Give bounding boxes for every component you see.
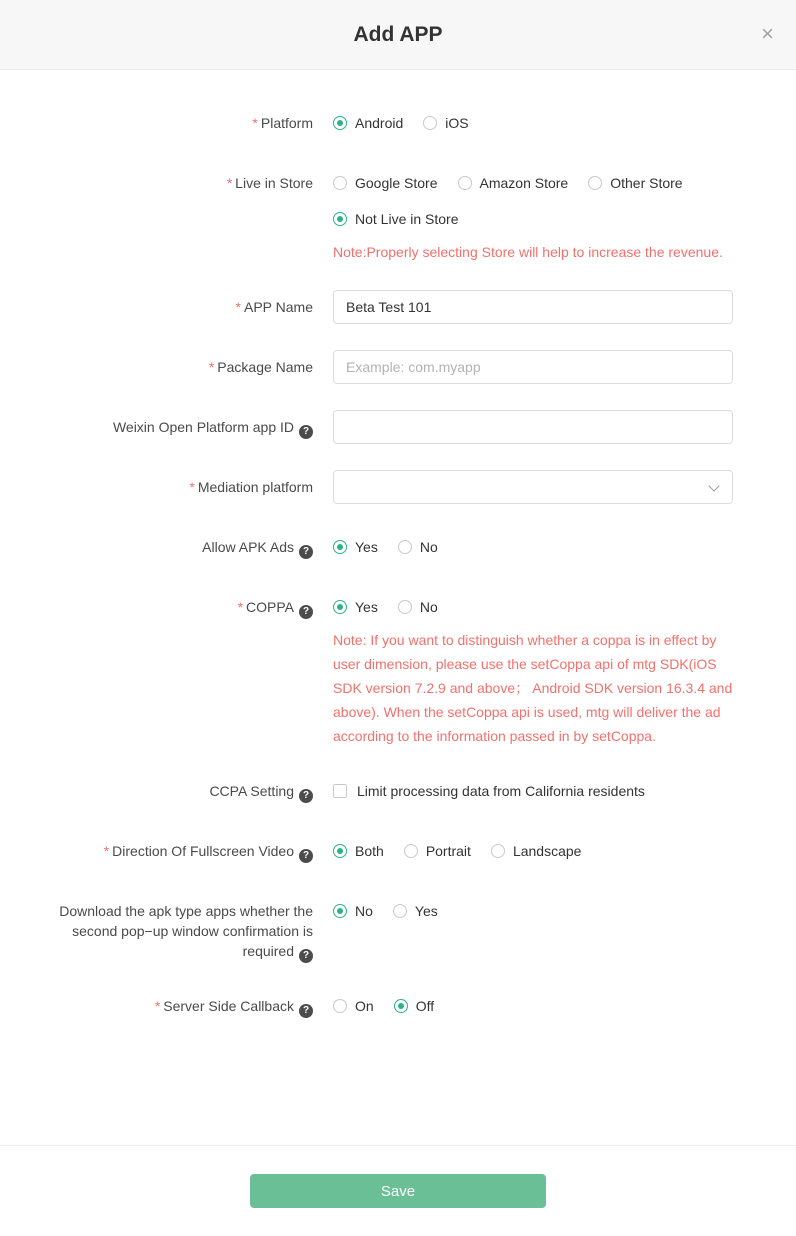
- field-label-package-name: [40, 350, 313, 377]
- help-icon[interactable]: ?: [299, 605, 313, 619]
- direction-radio-group: [333, 834, 735, 868]
- form-row-direction-fullscreen-video: [40, 834, 735, 868]
- field-label-direction-fullscreen-video: [40, 834, 313, 863]
- radio-icon: [333, 844, 347, 858]
- server-side-callback-radio-group: [333, 989, 735, 1023]
- direction-fullscreen-video-control: [333, 834, 735, 868]
- app-name-control: [333, 290, 735, 324]
- radio-option-label: No: [419, 539, 438, 555]
- radio-option-not-live-in-store[interactable]: [333, 209, 459, 229]
- checkbox-icon: [333, 784, 347, 798]
- field-label-mediation-platform: [40, 470, 313, 497]
- required-asterisk: *: [208, 359, 215, 375]
- radio-option-label: Not Live in Store: [355, 211, 459, 227]
- radio-option-label: Yes: [355, 539, 378, 555]
- field-label-text: CCPA Setting: [209, 783, 294, 799]
- radio-option-android[interactable]: [333, 113, 403, 133]
- form-row-coppa: [40, 590, 735, 748]
- radio-option-ios[interactable]: [423, 113, 468, 133]
- radio-option-label: No: [355, 903, 373, 919]
- field-label-text: APP Name: [244, 299, 313, 315]
- field-label-ccpa-setting: [40, 774, 313, 803]
- radio-option-on[interactable]: [333, 996, 374, 1016]
- allow-apk-ads-radio-group: [333, 530, 735, 564]
- modal-title: Add APP: [353, 23, 443, 46]
- radio-option-amazon-store[interactable]: [458, 173, 569, 193]
- store-radio-group: [333, 166, 735, 200]
- form-row-platform: [40, 106, 735, 140]
- radio-option-label: Both: [355, 843, 384, 859]
- radio-option-label: No: [419, 599, 438, 615]
- radio-icon: [333, 904, 347, 918]
- field-label-app-name: [40, 290, 313, 317]
- field-label-text: Server Side Callback: [163, 998, 294, 1014]
- apk-second-popup-radio-group: [333, 894, 735, 928]
- weixin-app-id-control: [333, 410, 735, 444]
- radio-option-off[interactable]: [394, 996, 434, 1016]
- field-label-text: Live in Store: [235, 175, 313, 191]
- modal-footer: [0, 1145, 796, 1236]
- radio-option-label: Landscape: [512, 843, 582, 859]
- package-name-input[interactable]: [333, 350, 733, 384]
- chevron-down-icon: [708, 480, 719, 491]
- required-asterisk: *: [103, 843, 110, 859]
- field-label-server-side-callback: [40, 989, 313, 1018]
- store-note: Note:Properly selecting Store will help to increase the revenue.: [333, 244, 723, 260]
- radio-option-label: Amazon Store: [479, 175, 569, 191]
- platform-control: [333, 106, 735, 140]
- help-icon[interactable]: ?: [299, 949, 313, 963]
- radio-icon: [404, 844, 418, 858]
- live-in-store-control: [333, 166, 735, 264]
- radio-icon: [333, 999, 347, 1013]
- radio-option-label: Android: [355, 115, 404, 131]
- radio-option-label: Portrait: [425, 843, 471, 859]
- radio-option-label: Other Store: [610, 175, 683, 191]
- radio-icon: [588, 176, 602, 190]
- mediation-platform-select[interactable]: [333, 470, 733, 504]
- field-label-allow-apk-ads: [40, 530, 313, 559]
- radio-option-other-store[interactable]: [588, 173, 682, 193]
- help-icon[interactable]: ?: [299, 425, 313, 439]
- radio-option-landscape[interactable]: [491, 841, 582, 861]
- form-row-apk-second-popup: [40, 894, 735, 963]
- radio-option-portrait[interactable]: [404, 841, 471, 861]
- form-row-live-in-store: [40, 166, 735, 264]
- app-name-input[interactable]: [333, 290, 733, 324]
- radio-icon: [393, 904, 407, 918]
- radio-option-label: Off: [415, 998, 435, 1014]
- field-label-text: Package Name: [217, 359, 313, 375]
- field-label-apk-second-popup: [40, 894, 313, 963]
- coppa-radio-group: [333, 590, 735, 624]
- form-row-server-side-callback: [40, 989, 735, 1023]
- radio-option-yes[interactable]: [393, 901, 438, 921]
- radio-icon: [333, 176, 347, 190]
- field-label-weixin-app-id: [40, 410, 313, 439]
- required-asterisk: *: [235, 299, 241, 315]
- coppa-note: Note: If you want to distinguish whether a coppa is in effect by user dimension, please use the setCoppa api of mtg SDK(iOS SDK version 7.2.9 and above； Android SDK version 16.3.4 and above). When the setCoppa api is used, mtg will deliver the ad according to the information passed in by setCoppa.: [333, 632, 733, 744]
- close-icon[interactable]: ×: [761, 21, 774, 46]
- radio-option-label: Google Store: [355, 175, 438, 191]
- required-asterisk: *: [226, 175, 233, 191]
- radio-option-label: Yes: [414, 903, 438, 919]
- radio-icon: [333, 212, 347, 226]
- field-label-text: Mediation platform: [197, 479, 313, 495]
- radio-option-both[interactable]: [333, 841, 384, 861]
- radio-icon: [394, 999, 408, 1013]
- server-side-callback-control: [333, 989, 735, 1023]
- form-row-app-name: [40, 290, 735, 324]
- form-row-weixin-app-id: [40, 410, 735, 444]
- field-label-live-in-store: [40, 166, 313, 193]
- ccpa-checkbox-label: Limit processing data from California residents: [357, 783, 645, 799]
- required-asterisk: *: [154, 998, 161, 1014]
- radio-option-label: On: [355, 998, 374, 1014]
- coppa-control: [333, 590, 735, 748]
- save-button[interactable]: Save: [250, 1174, 546, 1208]
- radio-option-no[interactable]: [333, 901, 373, 921]
- field-label-coppa: [40, 590, 313, 619]
- field-label-text: Allow APK Ads: [202, 539, 294, 555]
- radio-option-label: iOS: [445, 115, 469, 131]
- mediation-platform-control: [333, 470, 735, 504]
- required-asterisk: *: [252, 115, 258, 131]
- field-label-text: COPPA: [246, 599, 294, 615]
- radio-option-yes[interactable]: [333, 537, 378, 557]
- radio-option-yes[interactable]: [333, 597, 378, 617]
- help-icon[interactable]: ?: [299, 849, 313, 863]
- field-label-text: Weixin Open Platform app ID: [112, 419, 294, 435]
- radio-option-no[interactable]: [398, 537, 438, 557]
- not-live-radio-group: [333, 202, 735, 236]
- form-row-package-name: [40, 350, 735, 384]
- ccpa-checkbox[interactable]: [333, 781, 645, 801]
- field-label-platform: [40, 106, 313, 133]
- allow-apk-ads-control: [333, 530, 735, 564]
- field-label-text: Direction Of Fullscreen Video: [112, 843, 294, 859]
- apk-second-popup-control: [333, 894, 735, 928]
- radio-icon: [491, 844, 505, 858]
- help-icon[interactable]: ?: [299, 545, 313, 559]
- form-row-ccpa-setting: [40, 774, 735, 808]
- help-icon[interactable]: ?: [299, 1004, 313, 1018]
- platform-radio-group: [333, 106, 735, 140]
- form-row-allow-apk-ads: [40, 530, 735, 564]
- field-label-text: Platform: [260, 115, 313, 131]
- help-icon[interactable]: ?: [299, 789, 313, 803]
- field-label-text: Download the apk type apps whether the second pop−up window confirmation is required: [59, 903, 313, 959]
- radio-option-no[interactable]: [398, 597, 438, 617]
- radio-icon: [398, 540, 412, 554]
- required-asterisk: *: [189, 479, 195, 495]
- modal-header: [0, 0, 796, 70]
- radio-icon: [333, 540, 347, 554]
- radio-icon: [423, 116, 437, 130]
- add-app-form: [0, 70, 796, 1145]
- package-name-control: [333, 350, 735, 384]
- radio-icon: [458, 176, 472, 190]
- weixin-app-id-input[interactable]: [333, 410, 733, 444]
- radio-icon: [398, 600, 412, 614]
- ccpa-setting-control: [333, 774, 735, 808]
- radio-option-google-store[interactable]: [333, 173, 438, 193]
- form-row-mediation-platform: [40, 470, 735, 504]
- radio-icon: [333, 600, 347, 614]
- radio-option-label: Yes: [355, 599, 378, 615]
- required-asterisk: *: [237, 599, 244, 615]
- radio-icon: [333, 116, 347, 130]
